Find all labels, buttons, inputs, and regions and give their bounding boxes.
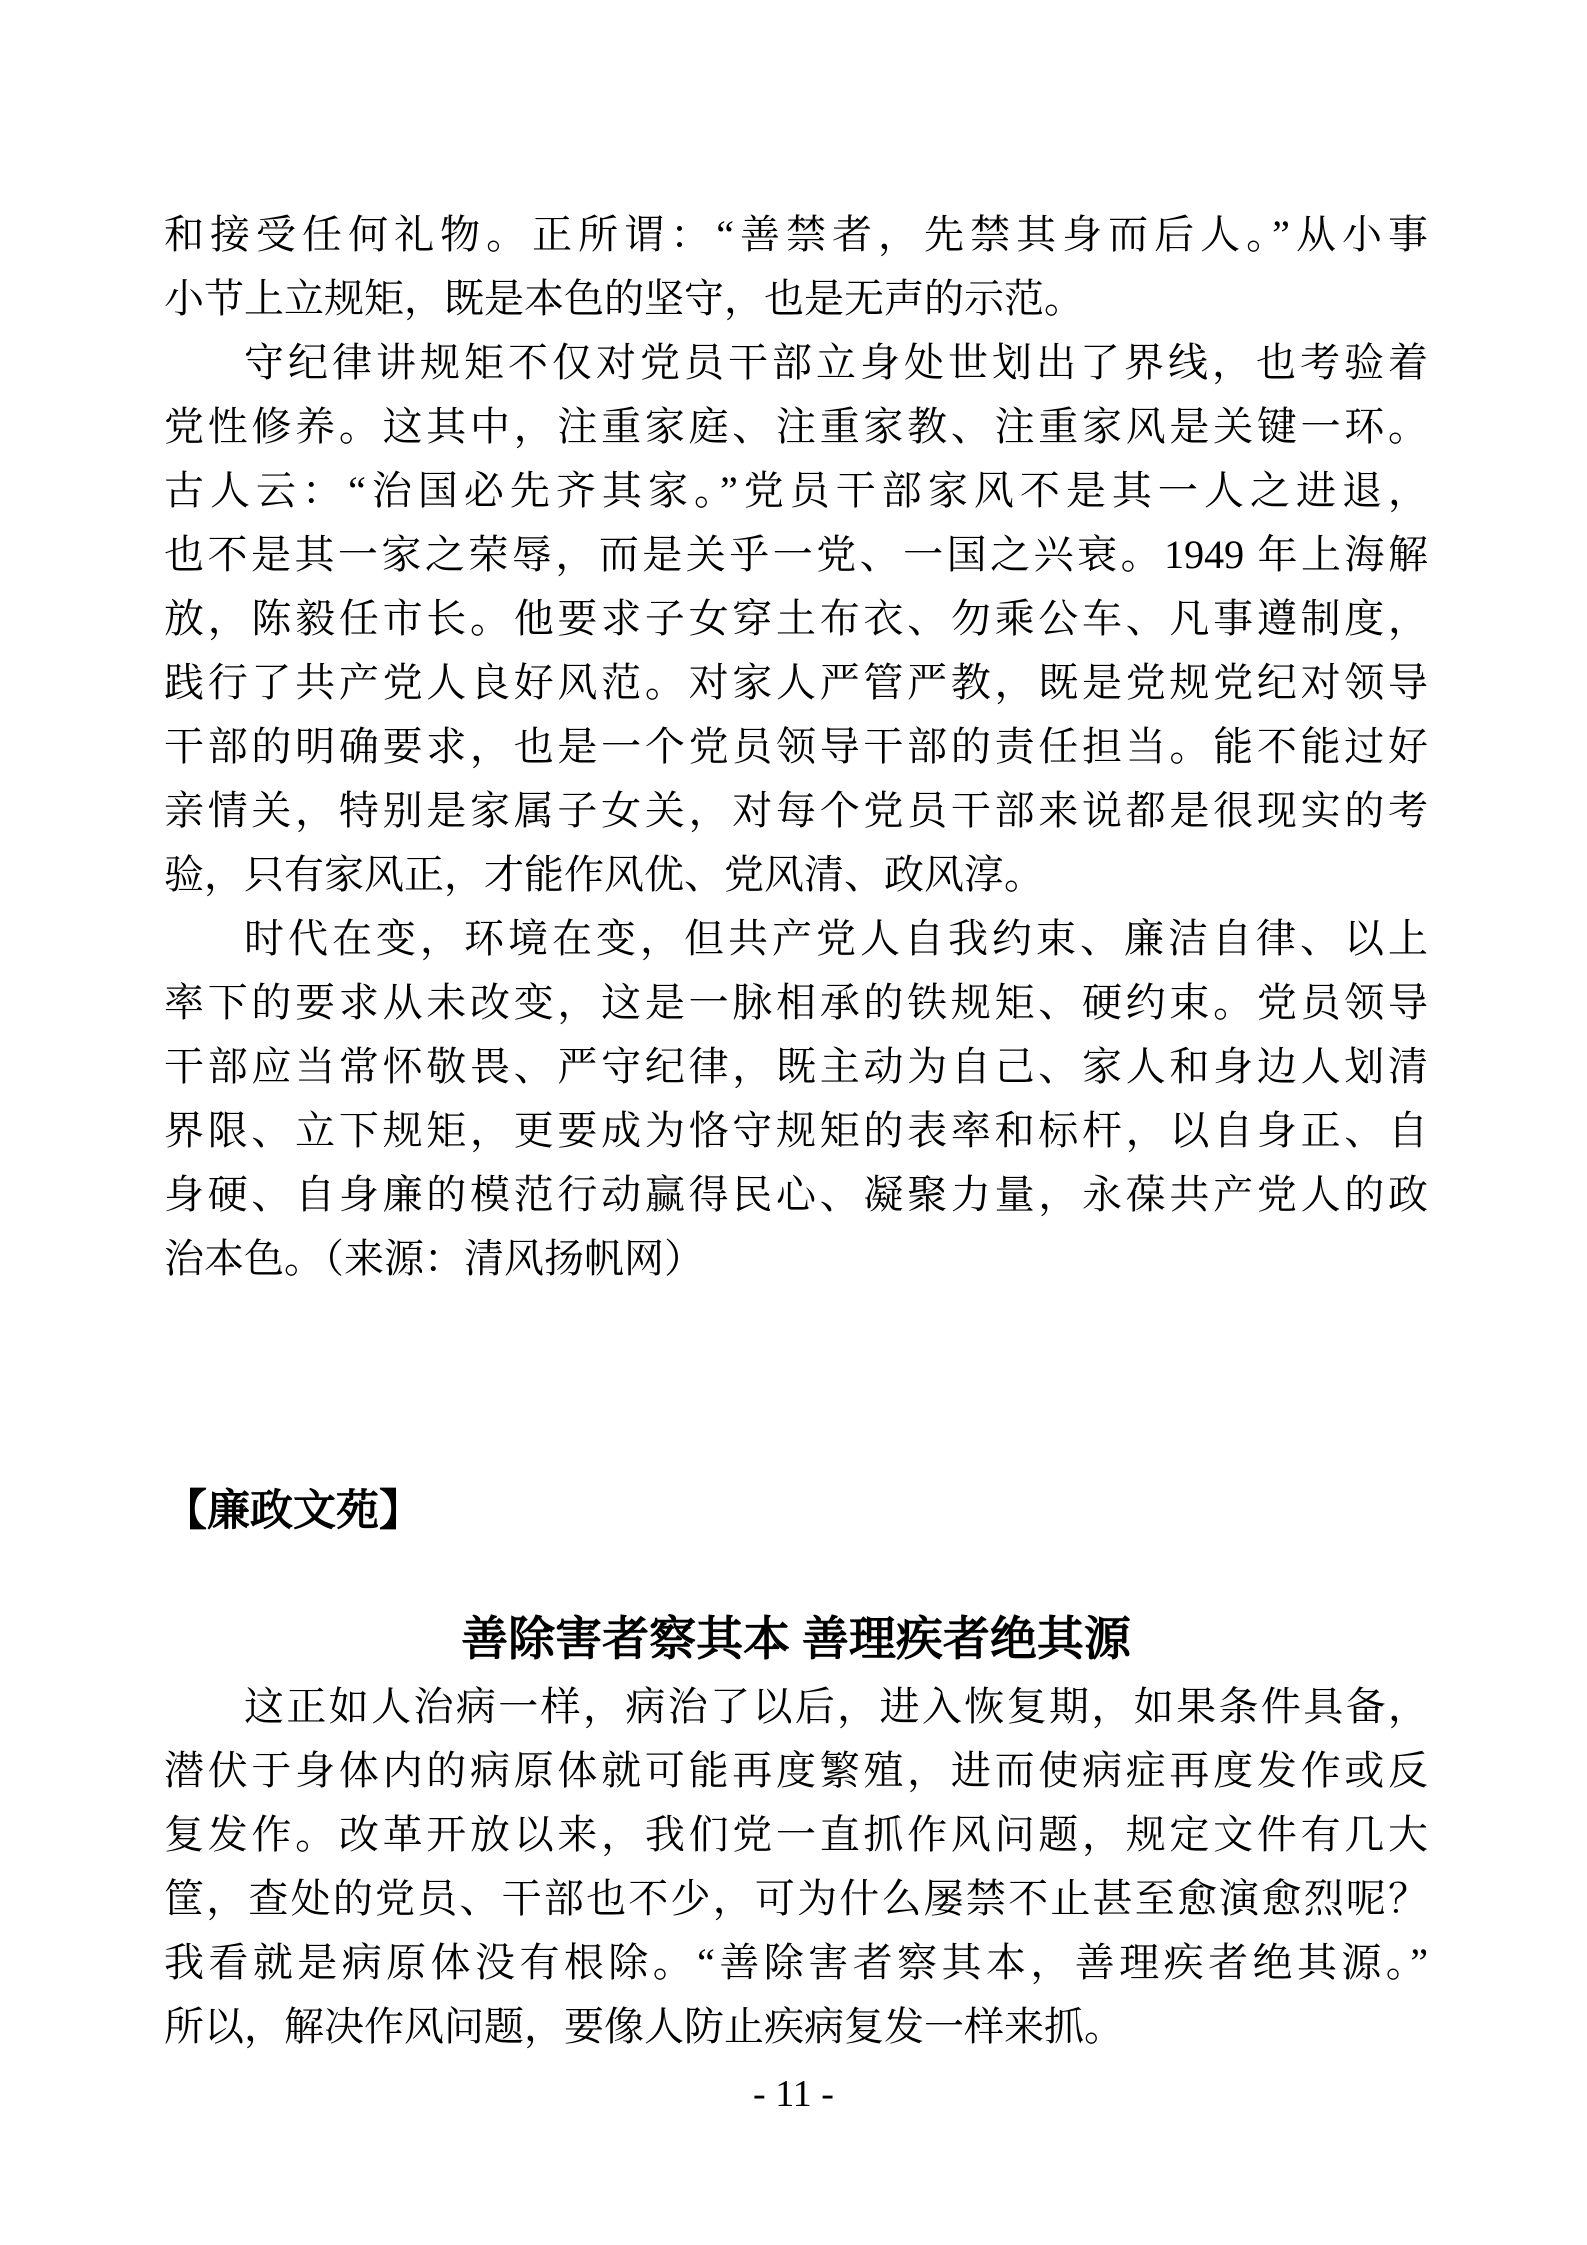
- body-line: 界限、立下规矩，更要成为恪守规矩的表率和标杆，以自身正、自: [164, 1108, 1428, 1153]
- body-line: 小节上立规矩，既是本色的坚守，也是无声的示范。: [164, 276, 1084, 321]
- article-2-title: 善除害者察其本 善理疾者绝其源: [461, 1614, 1131, 1666]
- body-line: 党性修养。这其中，注重家庭、注重家教、注重家风是关键一环。: [164, 404, 1428, 449]
- page-content: [164, 203, 1428, 2059]
- body-line: 也不是其一家之荣辱，而是关乎一党、一国之兴衰。1949 年上海解: [164, 532, 1428, 577]
- body-line: 复发作。改革开放以来，我们党一直抓作风问题，规定文件有几大: [164, 1812, 1428, 1857]
- body-line: 古人云：“治国必先齐其家。”党员干部家风不是其一人之进退，: [164, 468, 1428, 513]
- body-line: 率下的要求从未改变，这是一脉相承的铁规矩、硬约束。党员领导: [164, 980, 1428, 1025]
- body-line: 时代在变，环境在变，但共产党人自我约束、廉洁自律、以上: [244, 916, 1428, 961]
- article-1-body: [164, 203, 1428, 1291]
- section-header: 【廉政文苑】: [164, 1488, 422, 1535]
- body-line: 守纪律讲规矩不仅对党员干部立身处世划出了界线，也考验着: [244, 340, 1428, 385]
- article-2-body: [164, 1675, 1428, 2059]
- body-line: 和接受任何礼物。正所谓：“善禁者，先禁其身而后人。”从小事: [164, 212, 1428, 257]
- body-line: 治本色。（来源：清风扬帆网）: [164, 1236, 704, 1281]
- body-line: 筐，查处的党员、干部也不少，可为什么屡禁不止甚至愈演愈烈呢？: [164, 1876, 1428, 1921]
- body-line: 身硬、自身廉的模范行动赢得民心、凝聚力量，永葆共产党人的政: [164, 1172, 1428, 1217]
- body-line: 所以，解决作风问题，要像人防止疾病复发一样来抓。: [164, 2004, 1124, 2049]
- body-line: 亲情关，特别是家属子女关，对每个党员干部来说都是很现实的考: [164, 788, 1428, 833]
- body-line: 干部的明确要求，也是一个党员领导干部的责任担当。能不能过好: [164, 724, 1428, 769]
- body-line: 这正如人治病一样，病治了以后，进入恢复期，如果条件具备，: [244, 1684, 1428, 1729]
- body-line: 干部应当常怀敬畏、严守纪律，既主动为自己、家人和身边人划清: [164, 1044, 1428, 1089]
- body-line: 验，只有家风正，才能作风优、党风清、政风淳。: [164, 852, 1044, 897]
- body-line: 潜伏于身体内的病原体就可能再度繁殖，进而使病症再度发作或反: [164, 1748, 1428, 1793]
- page-footer: [0, 2072, 1587, 2116]
- body-line: 践行了共产党人良好风范。对家人严管严教，既是党规党纪对领导: [164, 660, 1428, 705]
- page-number: - 11 -: [753, 2073, 834, 2115]
- body-line: 放，陈毅任市长。他要求子女穿土布衣、勿乘公车、凡事遵制度，: [164, 596, 1428, 641]
- body-line: 我看就是病原体没有根除。“善除害者察其本，善理疾者绝其源。”: [164, 1940, 1428, 1985]
